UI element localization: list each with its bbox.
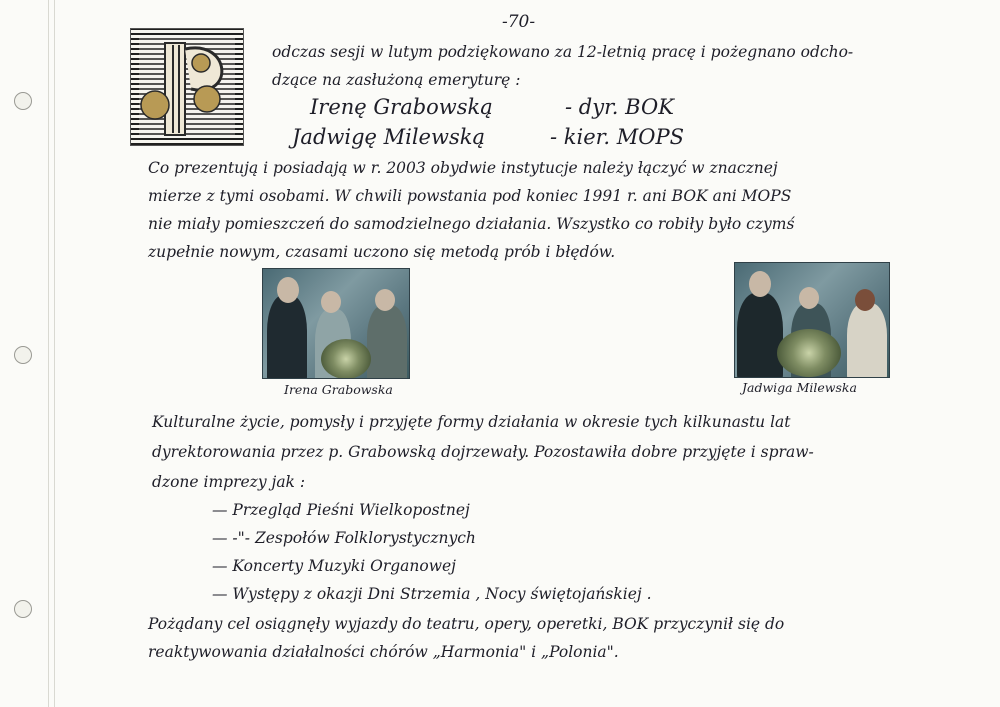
- event-item: — -"- Zespołów Folklorystycznych: [212, 529, 476, 547]
- photo-jadwiga-milewska: [734, 262, 890, 378]
- paragraph-2-line: zupełnie nowym, czasami uczono się metodą prób i błędów.: [148, 243, 616, 261]
- retiree-name: Jadwigę Milewską: [292, 125, 485, 149]
- initial-letter-graphic: [131, 29, 243, 145]
- punch-hole: [14, 346, 32, 364]
- paragraph-2-line: mierze z tymi osobami. W chwili powstania pod koniec 1991 r. ani BOK ani MOPS: [148, 187, 792, 205]
- paragraph-4-line: Pożądany cel osiągnęły wyjazdy do teatru, opery, operetki, BOK przyczynił się do: [148, 615, 785, 633]
- punch-hole: [14, 92, 32, 110]
- retiree-role: - dyr. BOK: [565, 95, 674, 119]
- paragraph-3-line: Kulturalne życie, pomysły i przyjęte formy działania w okresie tych kilkunastu lat: [152, 413, 791, 431]
- binding-margin-line: [48, 0, 49, 707]
- paragraph-3-line: dzone imprezy jak :: [152, 473, 306, 491]
- photo-caption: Irena Grabowska: [284, 382, 393, 397]
- photo-irena-grabowska: [262, 268, 410, 379]
- page-number: -70-: [502, 12, 536, 32]
- paragraph-2-line: Co prezentują i posiadają w r. 2003 obydwie instytucje należy łączyć w znacznej: [148, 159, 778, 177]
- retiree-role: - kier. MOPS: [550, 125, 684, 149]
- event-item: — Przegląd Pieśni Wielkopostnej: [212, 501, 470, 519]
- paragraph-1-line: dzące na zasłużoną emeryturę :: [272, 71, 521, 89]
- decorative-initial: [130, 28, 244, 146]
- retiree-name: Irenę Grabowską: [310, 95, 493, 119]
- photo-caption: Jadwiga Milewska: [742, 380, 857, 395]
- paragraph-4-line: reaktywowania działalności chórów „Harmonia" i „Polonia".: [148, 643, 619, 661]
- event-item: — Występy z okazji Dni Strzemia , Nocy świętojańskiej .: [212, 585, 652, 603]
- paragraph-2-line: nie miały pomieszczeń do samodzielnego działania. Wszystko co robiły było czymś: [148, 215, 795, 233]
- event-item: — Koncerty Muzyki Organowej: [212, 557, 456, 575]
- paragraph-1-line: odczas sesji w lutym podziękowano za 12-letnią pracę i pożegnano odcho-: [272, 43, 854, 61]
- punch-hole: [14, 600, 32, 618]
- paragraph-3-line: dyrektorowania przez p. Grabowską dojrzewały. Pozostawiła dobre przyjęte i spraw-: [152, 443, 814, 461]
- binding-margin-line: [54, 0, 55, 707]
